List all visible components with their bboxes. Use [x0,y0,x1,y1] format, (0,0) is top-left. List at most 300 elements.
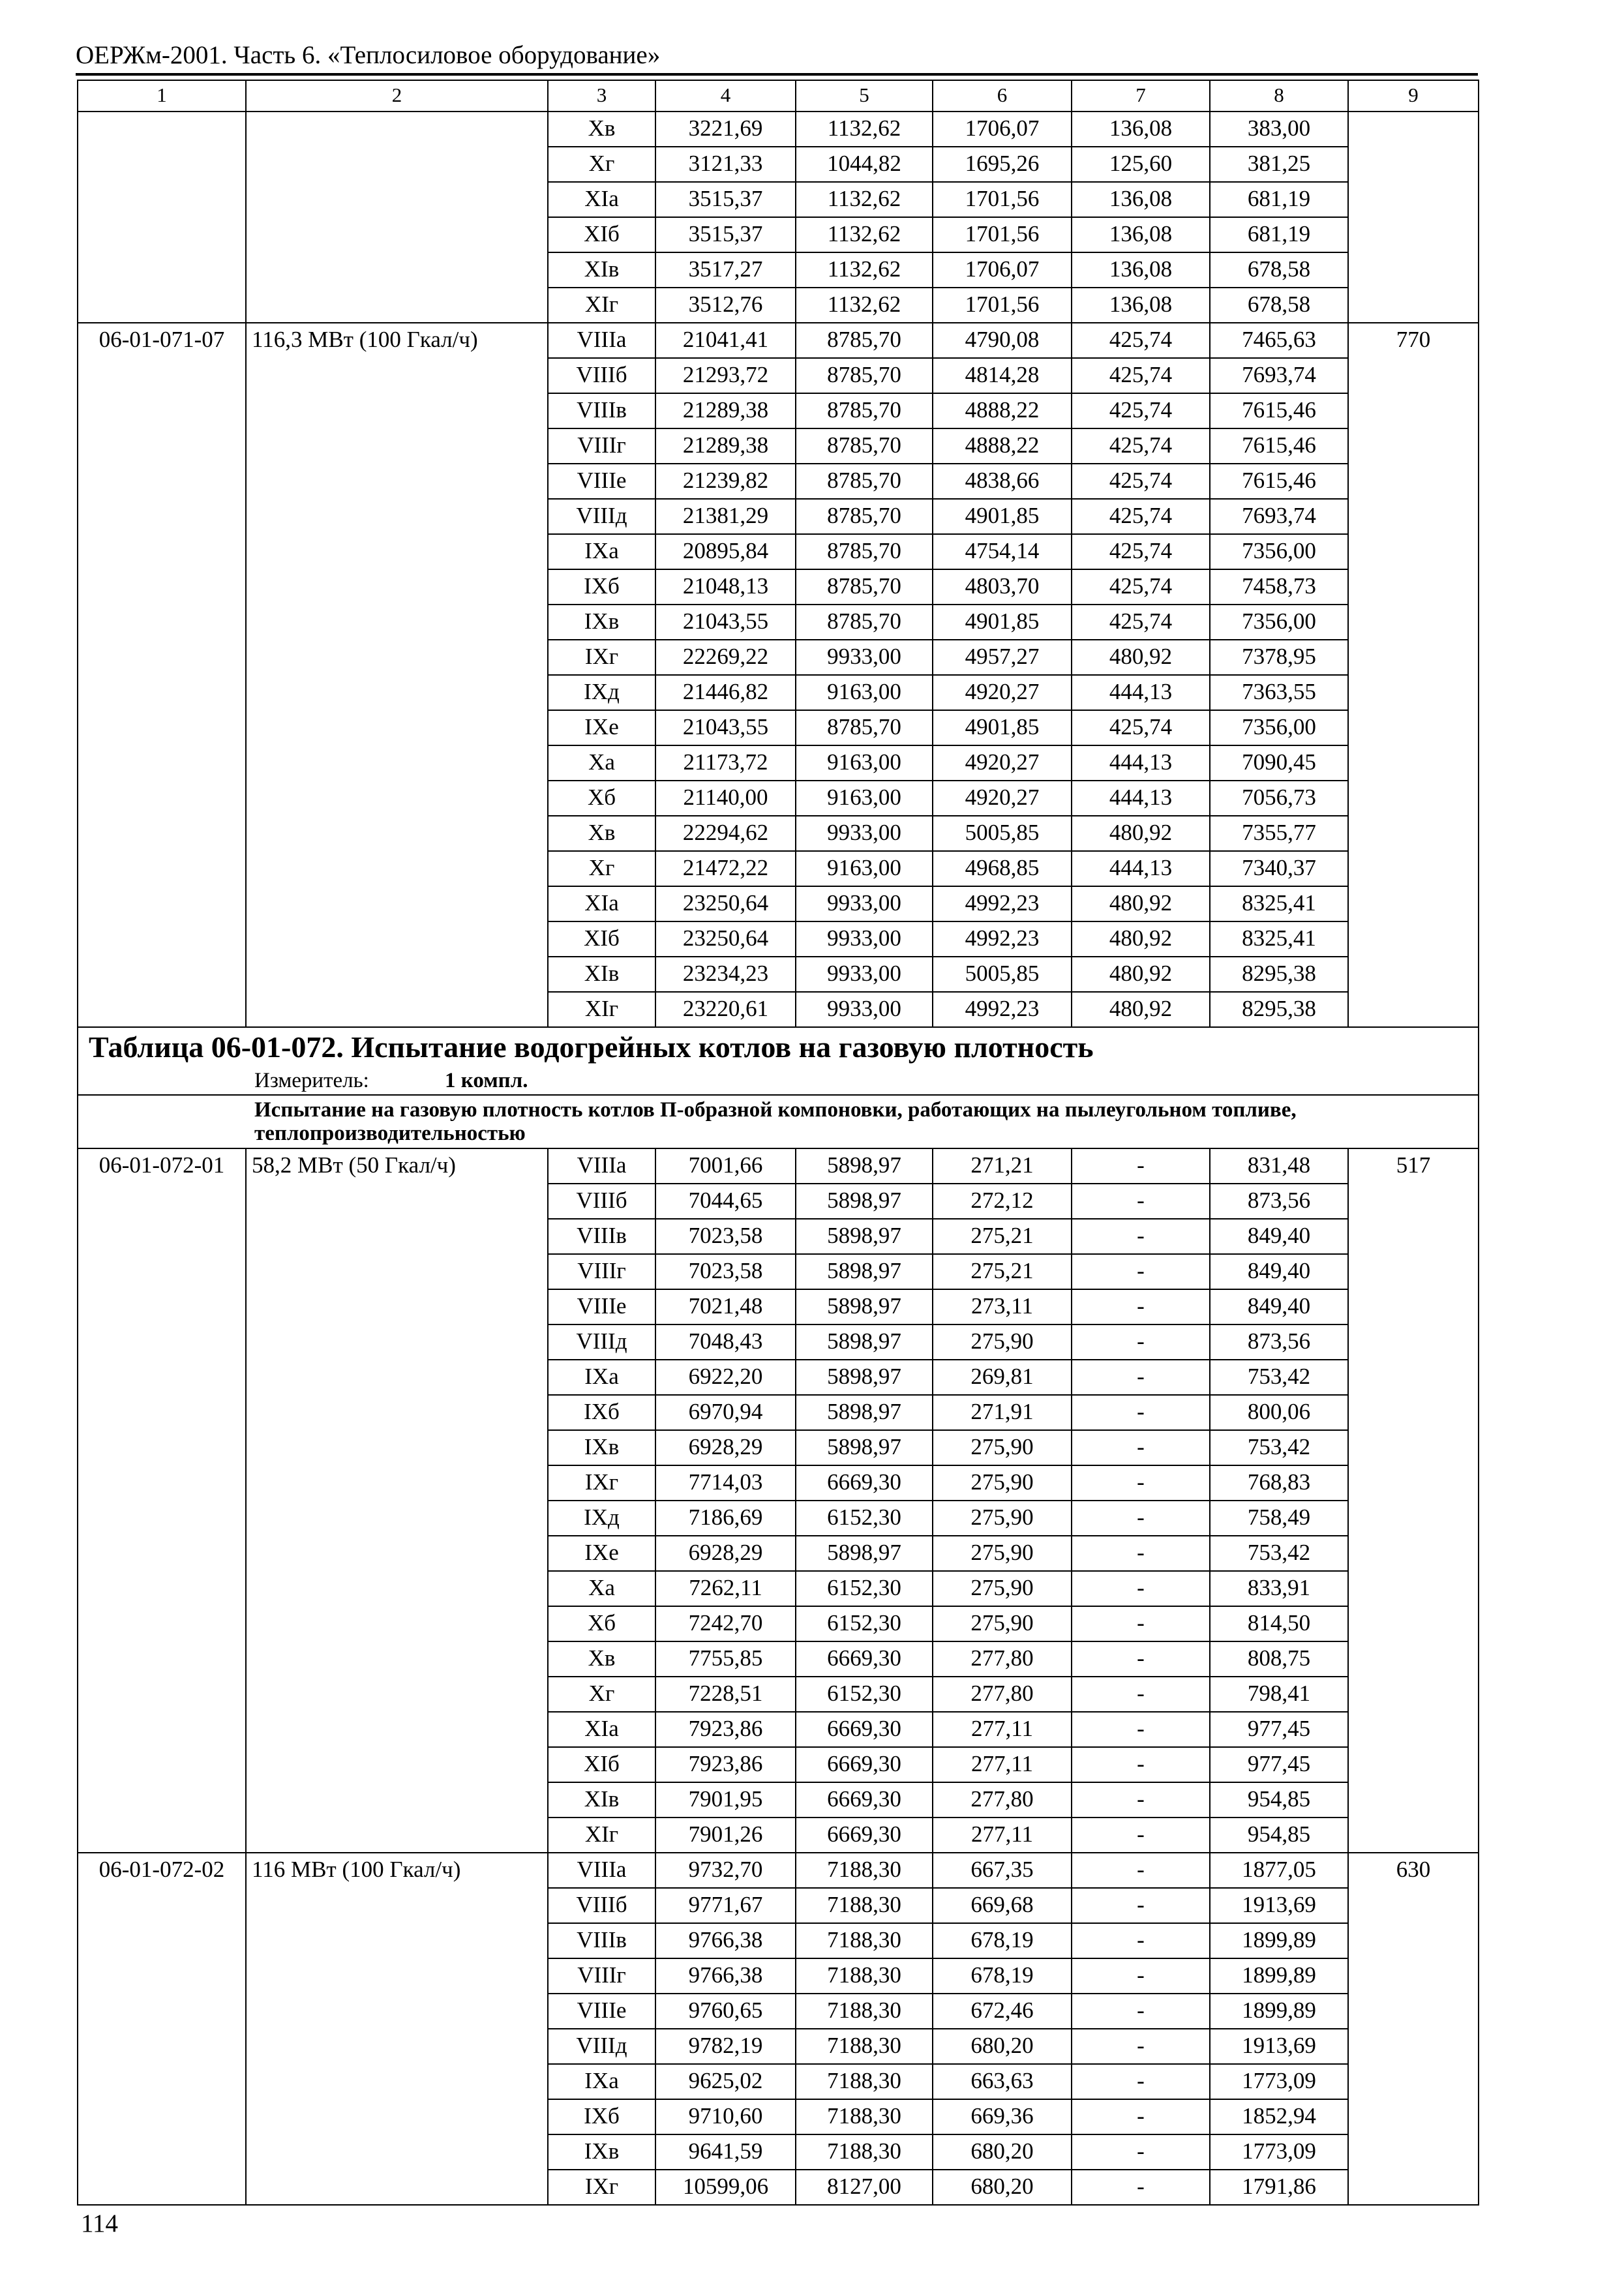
value-cell: 5898,97 [796,1395,933,1430]
column-number-row [78,80,1479,112]
zone-cell: XIг [548,1818,655,1853]
name-cell [246,1712,548,1747]
value-cell: 7340,37 [1210,851,1348,886]
col9-cell [1348,816,1479,851]
value-cell: 273,11 [933,1289,1072,1324]
value-cell: 425,74 [1072,323,1210,358]
value-cell: 977,45 [1210,1712,1348,1747]
name-cell [246,1958,548,1994]
value-cell: 136,08 [1072,112,1210,147]
value-cell: 425,74 [1072,605,1210,640]
value-cell: 4957,27 [933,640,1072,675]
value-cell: 7044,65 [655,1184,796,1219]
value-cell: 8295,38 [1210,992,1348,1027]
value-cell: 4803,70 [933,569,1072,605]
value-cell: 1132,62 [796,288,933,323]
col9-cell [1348,252,1479,288]
value-cell: 21446,82 [655,675,796,710]
col9-cell [1348,1782,1479,1818]
value-cell: - [1072,1360,1210,1395]
name-cell [246,2099,548,2134]
table-row [78,288,1479,323]
value-cell: 9760,65 [655,1994,796,2029]
value-cell: 8785,70 [796,358,933,393]
value-cell: 21048,13 [655,569,796,605]
value-cell: 21043,55 [655,605,796,640]
value-cell: 680,20 [933,2029,1072,2064]
col9-cell [1348,2029,1479,2064]
code-cell [78,816,246,851]
value-cell: 3512,76 [655,288,796,323]
value-cell: 4920,27 [933,781,1072,816]
value-cell: 7356,00 [1210,710,1348,745]
value-cell: 9933,00 [796,957,933,992]
name-cell [246,1501,548,1536]
table-row [78,393,1479,428]
name-cell [246,252,548,288]
name-cell [246,1782,548,1818]
code-cell [78,217,246,252]
zone-cell: VIIIб [548,1888,655,1923]
value-cell: 5898,97 [796,1219,933,1254]
name-cell [246,605,548,640]
value-cell: 663,63 [933,2064,1072,2099]
value-cell: 1701,56 [933,217,1072,252]
value-cell: 7188,30 [796,1994,933,2029]
value-cell: 1877,05 [1210,1853,1348,1888]
name-cell [246,112,548,147]
zone-cell: IXв [548,2134,655,2170]
col9-cell [1348,640,1479,675]
table-row [78,499,1479,534]
value-cell: 275,90 [933,1501,1072,1536]
table-row [78,675,1479,710]
value-cell: 21289,38 [655,393,796,428]
col9-cell [1348,182,1479,217]
value-cell: 425,74 [1072,393,1210,428]
col9-cell [1348,921,1479,957]
col9-cell [1348,464,1479,499]
zone-cell: XIа [548,182,655,217]
col9-cell [1348,1360,1479,1395]
code-cell [78,921,246,957]
code-cell [78,992,246,1027]
col9-cell [1348,1994,1479,2029]
name-cell [246,2029,548,2064]
code-cell [78,393,246,428]
value-cell: 1913,69 [1210,2029,1348,2064]
code-cell [78,957,246,992]
value-cell: 277,11 [933,1747,1072,1782]
section-subtitle: Испытание на газовую плотность котлов П-образной компоновки, работающих на пылеугольном топливе, теплопроизводительностью [254,1098,1297,1145]
name-cell [246,851,548,886]
value-cell: 7923,86 [655,1747,796,1782]
zone-cell: IXг [548,1465,655,1501]
value-cell: 1706,07 [933,112,1072,147]
zone-cell: Xг [548,851,655,886]
value-cell: 275,90 [933,1430,1072,1465]
value-cell: 6152,30 [796,1677,933,1712]
value-cell: 275,90 [933,1465,1072,1501]
value-cell: 271,91 [933,1395,1072,1430]
subtitle-row [78,1095,1479,1148]
value-cell: 7228,51 [655,1677,796,1712]
table-row [78,1184,1479,1219]
value-cell: - [1072,1254,1210,1289]
value-cell: 7186,69 [655,1501,796,1536]
table-row [78,1360,1479,1395]
value-cell: 7355,77 [1210,816,1348,851]
value-cell: 8295,38 [1210,957,1348,992]
table-row [78,1606,1479,1641]
col9-cell [1348,499,1479,534]
value-cell: - [1072,2099,1210,2134]
code-cell [78,1254,246,1289]
zone-cell: VIIIб [548,358,655,393]
value-cell: 1773,09 [1210,2064,1348,2099]
col9-cell: 517 [1348,1148,1479,1184]
name-cell [246,2170,548,2205]
zone-cell: VIIIе [548,464,655,499]
code-cell [78,2099,246,2134]
value-cell: 1706,07 [933,252,1072,288]
value-cell: 672,46 [933,1994,1072,2029]
running-header: ОЕРЖм-2001. Часть 6. «Теплосиловое оборудование» [76,41,661,69]
value-cell: 7262,11 [655,1571,796,1606]
col9-cell: 630 [1348,1853,1479,1888]
value-cell: 3121,33 [655,147,796,182]
name-cell [246,358,548,393]
col9-cell [1348,992,1479,1027]
value-cell: 269,81 [933,1360,1072,1395]
value-cell: 1913,69 [1210,1888,1348,1923]
value-cell: 6970,94 [655,1395,796,1430]
value-cell: 425,74 [1072,464,1210,499]
table-row [78,957,1479,992]
value-cell: 1132,62 [796,112,933,147]
table-row [78,1747,1479,1782]
code-cell [78,1184,246,1219]
col9-cell [1348,1254,1479,1289]
value-cell: 8785,70 [796,323,933,358]
value-cell: 425,74 [1072,569,1210,605]
value-cell: 4838,66 [933,464,1072,499]
value-cell: 814,50 [1210,1606,1348,1641]
value-cell: 4790,08 [933,323,1072,358]
name-cell [246,1606,548,1641]
value-cell: 678,58 [1210,252,1348,288]
value-cell: 4992,23 [933,921,1072,957]
code-cell [78,2170,246,2205]
value-cell: 800,06 [1210,1395,1348,1430]
header-rule [76,73,1478,76]
value-cell: 7023,58 [655,1219,796,1254]
value-cell: 6928,29 [655,1430,796,1465]
value-cell: 9641,59 [655,2134,796,2170]
value-cell: 1899,89 [1210,1994,1348,2029]
value-cell: 4901,85 [933,605,1072,640]
name-cell [246,675,548,710]
name-cell [246,499,548,534]
code-cell [78,112,246,147]
value-cell: 5005,85 [933,957,1072,992]
code-cell [78,2064,246,2099]
zone-cell: VIIIе [548,1289,655,1324]
value-cell: 8325,41 [1210,921,1348,957]
value-cell: 7693,74 [1210,499,1348,534]
value-cell: 6669,30 [796,1782,933,1818]
value-cell: 8785,70 [796,710,933,745]
col9-cell [1348,1324,1479,1360]
name-cell: 116 МВт (100 Гкал/ч) [246,1853,548,1888]
code-cell [78,534,246,569]
name-cell [246,816,548,851]
value-cell: 136,08 [1072,182,1210,217]
zone-cell: XIа [548,886,655,921]
col9-cell [1348,851,1479,886]
value-cell: 275,90 [933,1324,1072,1360]
value-cell: 798,41 [1210,1677,1348,1712]
col9-cell [1348,1818,1479,1853]
value-cell: 1791,86 [1210,2170,1348,2205]
zone-cell: IXе [548,1536,655,1571]
table-row [78,1888,1479,1923]
name-cell [246,2064,548,2099]
section-header-row [78,1027,1479,1095]
value-cell: 21173,72 [655,745,796,781]
value-cell: 7465,63 [1210,323,1348,358]
value-cell: 7021,48 [655,1289,796,1324]
table-row [78,428,1479,464]
value-cell: 23250,64 [655,886,796,921]
code-cell [78,605,246,640]
value-cell: 480,92 [1072,816,1210,851]
name-cell [246,1219,548,1254]
zone-cell: VIIIд [548,2029,655,2064]
value-cell: 6669,30 [796,1712,933,1747]
zone-cell: IXб [548,1395,655,1430]
value-cell: - [1072,1536,1210,1571]
table-row [78,816,1479,851]
value-cell: 678,58 [1210,288,1348,323]
value-cell: - [1072,1641,1210,1677]
value-cell: - [1072,1853,1210,1888]
name-cell [246,1465,548,1501]
value-cell: 6152,30 [796,1501,933,1536]
zone-cell: Xб [548,1606,655,1641]
value-cell: - [1072,1994,1210,2029]
code-cell [78,851,246,886]
col9-cell [1348,781,1479,816]
value-cell: 3221,69 [655,112,796,147]
col9-cell [1348,2170,1479,2205]
value-cell: 480,92 [1072,640,1210,675]
code-cell [78,358,246,393]
name-cell [246,464,548,499]
value-cell: 444,13 [1072,851,1210,886]
value-cell: 4754,14 [933,534,1072,569]
table-row [78,2170,1479,2205]
table-row [78,1994,1479,2029]
value-cell: 8785,70 [796,605,933,640]
value-cell: 808,75 [1210,1641,1348,1677]
col9-cell [1348,957,1479,992]
zone-cell: VIIIг [548,1958,655,1994]
value-cell: 480,92 [1072,921,1210,957]
table-row [78,1677,1479,1712]
zone-cell: VIIIв [548,1923,655,1958]
col9-cell [1348,1430,1479,1465]
name-cell [246,1324,548,1360]
zone-cell: Xб [548,781,655,816]
value-cell: - [1072,1923,1210,1958]
zone-cell: IXе [548,710,655,745]
column-number: 8 [1210,80,1348,112]
page-number: 114 [81,2209,119,2237]
value-cell: 21140,00 [655,781,796,816]
value-cell: 977,45 [1210,1747,1348,1782]
value-cell: 5005,85 [933,816,1072,851]
value-cell: 8785,70 [796,393,933,428]
value-cell: 9163,00 [796,675,933,710]
code-cell: 06-01-071-07 [78,323,246,358]
table-row [78,2064,1479,2099]
code-cell: 06-01-072-02 [78,1853,246,1888]
value-cell: 680,20 [933,2170,1072,2205]
table-row [78,1853,1479,1888]
value-cell: 23220,61 [655,992,796,1027]
value-cell: 136,08 [1072,288,1210,323]
code-cell [78,1219,246,1254]
value-cell: 7901,95 [655,1782,796,1818]
table-row [78,640,1479,675]
table-row [78,1430,1479,1465]
table-row [78,182,1479,217]
column-number: 5 [796,80,933,112]
value-cell: 7923,86 [655,1712,796,1747]
value-cell: - [1072,1501,1210,1536]
value-cell: 425,74 [1072,499,1210,534]
zone-cell: IXа [548,2064,655,2099]
table-row [78,2099,1479,2134]
zone-cell: IXа [548,534,655,569]
col9-cell [1348,1571,1479,1606]
zone-cell: IXг [548,640,655,675]
value-cell: 3517,27 [655,252,796,288]
value-cell: 4814,28 [933,358,1072,393]
value-cell: 7188,30 [796,1888,933,1923]
value-cell: 7188,30 [796,2134,933,2170]
table-row [78,1923,1479,1958]
value-cell: 7615,46 [1210,393,1348,428]
value-cell: 5898,97 [796,1360,933,1395]
value-cell: - [1072,1712,1210,1747]
zone-cell: VIIIа [548,1148,655,1184]
value-cell: 849,40 [1210,1219,1348,1254]
code-cell [78,499,246,534]
value-cell: 849,40 [1210,1254,1348,1289]
value-cell: 23250,64 [655,921,796,957]
col9-cell [1348,1289,1479,1324]
value-cell: 6669,30 [796,1818,933,1853]
name-cell [246,182,548,217]
value-cell: 125,60 [1072,147,1210,182]
value-cell: 768,83 [1210,1465,1348,1501]
zone-cell: Xв [548,1641,655,1677]
name-cell [246,1818,548,1853]
col9-cell [1348,2064,1479,2099]
col9-cell [1348,2099,1479,2134]
section-header [78,1027,1479,1095]
code-cell [78,1888,246,1923]
value-cell: 277,80 [933,1641,1072,1677]
value-cell: 8785,70 [796,499,933,534]
col9-cell [1348,1888,1479,1923]
value-cell: - [1072,1958,1210,1994]
code-cell [78,1923,246,1958]
name-cell [246,534,548,569]
name-cell [246,1289,548,1324]
value-cell: 21293,72 [655,358,796,393]
zone-cell: Xг [548,1677,655,1712]
value-cell: 7023,58 [655,1254,796,1289]
col9-cell [1348,1712,1479,1747]
table-row [78,2029,1479,2064]
zone-cell: VIIIв [548,1219,655,1254]
table-row [78,464,1479,499]
value-cell: 7001,66 [655,1148,796,1184]
value-cell: 849,40 [1210,1289,1348,1324]
value-cell: - [1072,2029,1210,2064]
value-cell: 5898,97 [796,1324,933,1360]
name-cell [246,1395,548,1430]
value-cell: 680,20 [933,2134,1072,2170]
value-cell: - [1072,1324,1210,1360]
column-number: 7 [1072,80,1210,112]
value-cell: 22294,62 [655,816,796,851]
value-cell: 4901,85 [933,710,1072,745]
col9-cell [1348,1958,1479,1994]
name-cell [246,1254,548,1289]
zone-cell: Xа [548,1571,655,1606]
value-cell: 5898,97 [796,1184,933,1219]
value-cell: 275,21 [933,1219,1072,1254]
table-row [78,252,1479,288]
value-cell: - [1072,1606,1210,1641]
value-cell: 21041,41 [655,323,796,358]
name-cell [246,640,548,675]
value-cell: 7714,03 [655,1465,796,1501]
name-cell [246,1184,548,1219]
value-cell: 275,21 [933,1254,1072,1289]
zone-cell: VIIIд [548,1324,655,1360]
code-cell: 06-01-072-01 [78,1148,246,1184]
table-row [78,1395,1479,1430]
col9-cell [1348,2134,1479,2170]
code-cell [78,1289,246,1324]
name-cell: 58,2 МВт (50 Гкал/ч) [246,1148,548,1184]
table-row [78,1536,1479,1571]
table-row [78,992,1479,1027]
zone-cell: XIа [548,1712,655,1747]
zone-cell: XIг [548,288,655,323]
table-row [78,147,1479,182]
value-cell: 4888,22 [933,428,1072,464]
value-cell: 1701,56 [933,182,1072,217]
name-cell [246,1571,548,1606]
code-cell [78,1782,246,1818]
table-row [78,1782,1479,1818]
